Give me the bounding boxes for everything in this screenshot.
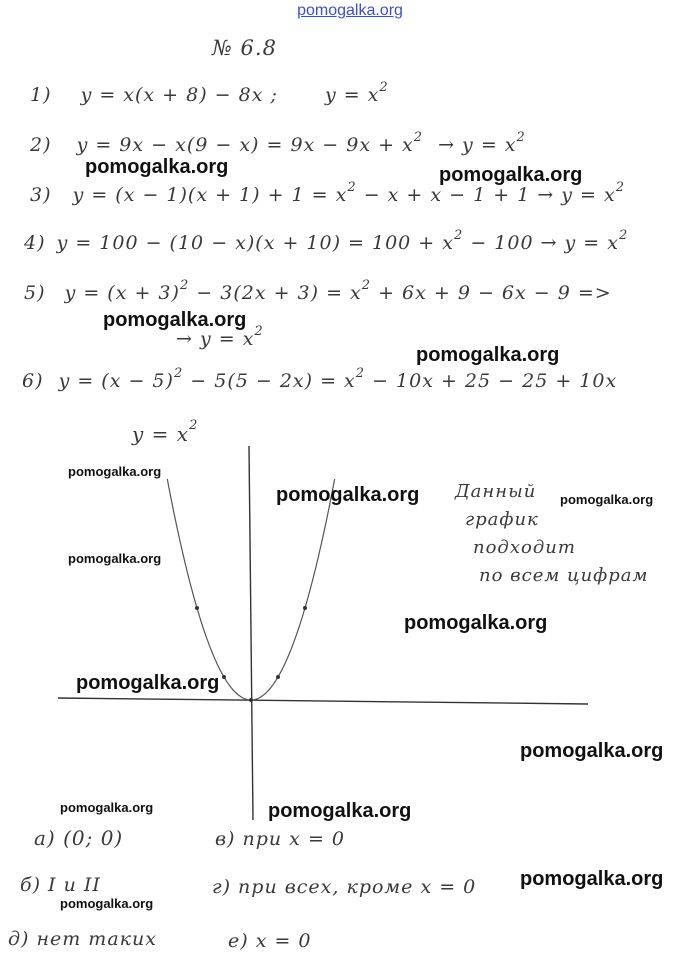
item-rest: − x + x − 1 + 1 → y = x xyxy=(363,184,616,206)
item-number: 6) xyxy=(22,370,44,392)
watermark: pomogalka.org xyxy=(76,672,220,694)
x-axis xyxy=(58,698,588,704)
watermark: pomogalka.org xyxy=(60,800,154,815)
item-2 xyxy=(30,130,526,156)
item-result-exponent: 2 xyxy=(615,180,625,195)
answer-g: г) при всех, кроме x = 0 xyxy=(212,876,477,898)
item-exponent-2: 2 xyxy=(355,366,366,381)
watermark: pomogalka.org xyxy=(103,309,247,331)
answer-e: е) x = 0 xyxy=(228,930,312,952)
graph-label-text: y = x xyxy=(132,422,190,446)
item-expression: y = 100 − (10 − x)(x + 10) = 100 + x xyxy=(56,232,454,254)
item-result-exponent: 2 xyxy=(254,324,264,339)
watermark: pomogalka.org xyxy=(68,464,162,479)
graph-label-exponent: 2 xyxy=(189,418,199,433)
item-expression: y = x(x + 8) − 8x ; xyxy=(80,84,278,106)
answer-v: в) при x = 0 xyxy=(215,828,345,850)
item-exponent: 2 xyxy=(413,130,424,145)
item-number: 2) xyxy=(30,134,52,156)
data-point xyxy=(195,606,199,610)
item-expression: y = (x + 3) xyxy=(64,282,180,304)
data-point xyxy=(249,698,253,702)
watermark: pomogalka.org xyxy=(416,344,560,366)
task-number: № 6.8 xyxy=(212,36,277,60)
answer-b: б) I и II xyxy=(20,874,101,896)
watermark: pomogalka.org xyxy=(404,612,548,634)
item-5 xyxy=(24,278,612,304)
item-expression: y = 9x − x(9 − x) = 9x − 9x + x xyxy=(76,134,414,156)
item-exponent: 2 xyxy=(173,366,184,381)
data-point xyxy=(303,606,307,610)
note-line: Данный xyxy=(455,481,537,502)
data-point xyxy=(222,675,226,679)
watermark: pomogalka.org xyxy=(85,156,229,178)
data-point xyxy=(276,675,280,679)
item-result-exponent: 2 xyxy=(618,228,629,243)
item-exponent: 2 xyxy=(453,228,464,243)
item-number: 5) xyxy=(24,282,46,304)
item-3 xyxy=(30,180,625,206)
item-rest: − 3(2x + 3) = x xyxy=(196,282,362,304)
note-line: по всем цифрам xyxy=(479,565,649,586)
watermark: pomogalka.org xyxy=(520,868,664,890)
item-result-exponent: 2 xyxy=(516,130,526,145)
watermark: pomogalka.org xyxy=(439,164,583,186)
watermark: pomogalka.org xyxy=(68,551,162,566)
item-result: → y = x xyxy=(438,134,517,156)
header-site-link[interactable]: pomogalka.org xyxy=(297,2,403,19)
item-1 xyxy=(30,80,389,106)
note-line: подходит xyxy=(473,537,576,558)
item-rest: − 100 → y = x xyxy=(470,232,619,254)
item-rest-2: − 10x + 25 − 25 + 10x xyxy=(372,370,618,392)
item-expression: y = (x − 5) xyxy=(58,370,174,392)
item-result: → y = x xyxy=(176,328,255,350)
watermark: pomogalka.org xyxy=(560,492,654,507)
item-expression: y = (x − 1)(x + 1) + 1 = x xyxy=(72,184,348,206)
watermark: pomogalka.org xyxy=(268,800,412,822)
item-4 xyxy=(24,228,629,254)
item-result: y = x xyxy=(324,84,380,106)
item-exponent: 2 xyxy=(179,278,190,293)
item-exponent: 2 xyxy=(347,180,357,195)
item-number: 4) xyxy=(24,232,46,254)
note-line: график xyxy=(465,509,539,530)
item-exponent-2: 2 xyxy=(361,278,372,293)
item-result-exponent: 2 xyxy=(379,80,389,95)
watermark: pomogalka.org xyxy=(520,740,664,762)
watermark: pomogalka.org xyxy=(60,896,154,911)
item-6 xyxy=(22,366,618,392)
answer-a: а) (0; 0) xyxy=(34,826,124,850)
item-rest-2: + 6x + 9 − 6x − 9 => xyxy=(378,282,612,304)
y-axis xyxy=(249,446,253,820)
item-number: 3) xyxy=(30,184,52,206)
watermark: pomogalka.org xyxy=(276,484,420,506)
answer-d: д) нет таких xyxy=(8,928,157,950)
item-number: 1) xyxy=(30,84,52,106)
item-rest: − 5(5 − 2x) = x xyxy=(190,370,356,392)
